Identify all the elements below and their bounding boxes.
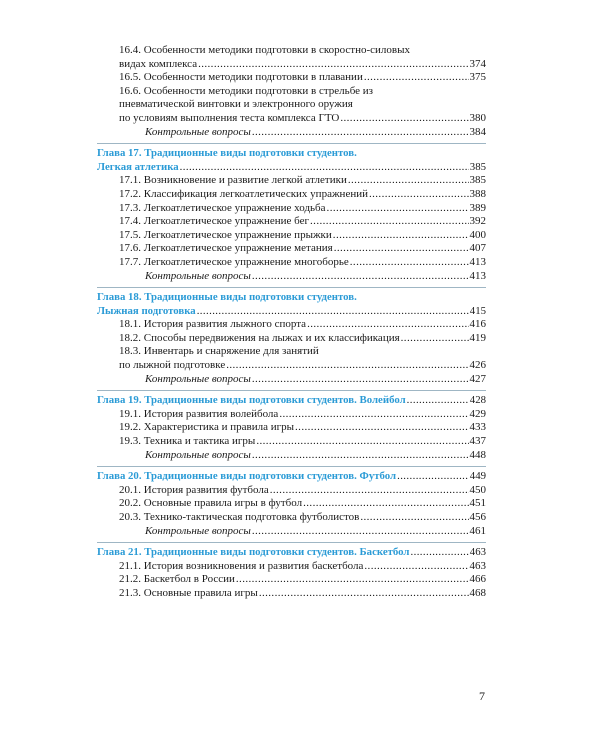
page-ref: 385 — [469, 160, 486, 173]
entry-title: 20.3. Технико-тактическая подготовка футболистов — [119, 511, 360, 523]
page-ref: 392 — [469, 215, 486, 228]
dot-leader — [279, 408, 468, 422]
entry-title: видах комплекса — [119, 57, 198, 70]
dot-leader — [256, 435, 468, 449]
chapter-entry[interactable] — [97, 147, 486, 174]
dot-leader — [236, 573, 469, 587]
dot-leader — [407, 394, 469, 408]
dot-leader — [364, 560, 468, 574]
entry-title: Глава 20. Традиционные виды подготовки студентов. Футбол — [97, 470, 397, 483]
section-entry[interactable] — [97, 229, 486, 243]
page-ref: 428 — [469, 394, 486, 407]
entry-title: 19.3. Техника и тактика игры — [119, 435, 256, 448]
entry-title: Контрольные вопросы — [145, 372, 251, 385]
entry-title: 17.2. Классификация легкоатлетических упражнений — [119, 187, 368, 200]
entry-title: 20.2. Основные правила игры в футбол — [119, 497, 303, 510]
dot-leader — [411, 546, 469, 560]
section-entry[interactable] — [97, 188, 486, 202]
entry-title: Контрольные вопросы — [145, 524, 251, 537]
entry-title: 17.7. Легкоатлетическое упражнение многоборье — [119, 255, 349, 268]
entry-title: 17.4. Легкоатлетическое упражнение бег — [119, 215, 310, 228]
section-entry[interactable] — [97, 242, 486, 256]
entry-title: Контрольные вопросы — [145, 125, 251, 138]
section-entry[interactable] — [97, 332, 486, 346]
entry-title-line: 16.4. Особенности методики подготовки в скоростно-силовых — [119, 44, 411, 56]
chapter-entry[interactable] — [97, 470, 486, 484]
entry-title: 17.3. Легкоатлетическое упражнение ходьба — [119, 201, 326, 214]
page-ref: 463 — [469, 546, 486, 559]
page-ref: 388 — [469, 187, 486, 200]
entry-title: Контрольные вопросы — [145, 269, 251, 282]
entry-title-line: 16.6. Особенности методики подготовки в стрельбе из — [119, 84, 374, 97]
page-ref: 385 — [469, 174, 486, 187]
section-entry[interactable] — [97, 318, 486, 332]
entry-title: Лыжная подготовка — [97, 304, 196, 317]
dot-leader — [364, 71, 469, 85]
entry-title-line: Глава 17. Традиционные виды подготовки студентов. — [97, 147, 357, 160]
dot-leader — [259, 587, 469, 601]
section-entry[interactable] — [97, 421, 486, 435]
entry-title: 21.3. Основные правила игры — [119, 586, 258, 599]
page-ref: 384 — [469, 125, 486, 138]
page-ref: 426 — [469, 359, 486, 372]
questions-entry[interactable] — [97, 126, 486, 140]
page-ref: 374 — [469, 57, 486, 70]
section-entry[interactable] — [97, 560, 486, 574]
entry-title: 17.6. Легкоатлетическое упражнение метания — [119, 242, 333, 255]
page-ref: 448 — [469, 448, 486, 461]
entry-title: 19.1. История развития волейбола — [119, 407, 279, 420]
section-entry[interactable] — [97, 85, 486, 126]
section-entry[interactable] — [97, 484, 486, 498]
dot-leader — [252, 449, 469, 463]
questions-entry[interactable] — [97, 525, 486, 539]
section-entry[interactable] — [97, 71, 486, 85]
entry-title: 17.5. Легкоатлетическое упражнение прыжки — [119, 228, 332, 241]
section-entry[interactable] — [97, 497, 486, 511]
dot-leader — [303, 497, 468, 511]
entry-title: Глава 19. Традиционные виды подготовки студентов. Волейбол — [97, 394, 406, 407]
dot-leader — [295, 421, 468, 435]
page-ref: 415 — [469, 304, 486, 317]
dot-leader — [327, 202, 469, 216]
entry-title: 16.5. Особенности методики подготовки в плавании — [119, 71, 363, 84]
dot-leader — [307, 318, 468, 332]
entry-title: Легкая атлетика — [97, 160, 179, 173]
chapter-entry[interactable] — [97, 291, 486, 318]
entry-title: 21.2. Баскетбол в России — [119, 573, 235, 586]
dot-leader — [270, 484, 469, 498]
page-ref: 449 — [469, 470, 486, 483]
dot-leader — [310, 215, 468, 229]
questions-entry[interactable] — [97, 449, 486, 463]
dot-leader — [340, 112, 468, 126]
dot-leader — [252, 373, 469, 387]
section-entry[interactable] — [97, 215, 486, 229]
entry-title-line: пневматической винтовки и электронного оружия — [119, 98, 353, 111]
section-entry[interactable] — [97, 174, 486, 188]
questions-entry[interactable] — [97, 270, 486, 284]
page-ref: 416 — [469, 318, 486, 331]
page-ref: 407 — [469, 242, 486, 255]
section-entry[interactable] — [97, 408, 486, 422]
page-ref: 461 — [469, 524, 486, 537]
page-ref: 463 — [469, 559, 486, 572]
entry-title: Контрольные вопросы — [145, 448, 251, 461]
entry-title: 17.1. Возникновение и развитие легкой атлетики — [119, 174, 347, 187]
page-ref: 380 — [469, 111, 486, 124]
page-ref: 419 — [469, 331, 486, 344]
page-ref: 427 — [469, 372, 486, 385]
page-ref: 413 — [469, 255, 486, 268]
section-entry[interactable] — [97, 44, 486, 71]
dot-leader — [198, 58, 468, 72]
page-ref: 450 — [469, 483, 486, 496]
dot-leader — [348, 174, 469, 188]
chapter-separator — [97, 390, 486, 391]
chapter-entry[interactable] — [97, 546, 486, 560]
entry-title: 21.1. История возникновения и развития баскетбола — [119, 559, 364, 572]
chapter-separator — [97, 466, 486, 467]
page-ref: 437 — [469, 435, 486, 448]
dot-leader — [360, 511, 468, 525]
dot-leader — [334, 242, 469, 256]
section-entry[interactable] — [97, 256, 486, 270]
entry-title: Глава 21. Традиционные виды подготовки студентов. Баскетбол — [97, 546, 410, 559]
chapter-separator — [97, 287, 486, 288]
page-ref: 433 — [469, 421, 486, 434]
page-number: 7 — [479, 689, 485, 703]
dot-leader — [197, 305, 469, 319]
page-ref: 389 — [469, 201, 486, 214]
page-ref: 451 — [469, 497, 486, 510]
table-of-contents — [97, 44, 486, 601]
entry-title: 18.2. Способы передвижения на лыжах и их классификация — [119, 331, 400, 344]
chapter-separator — [97, 542, 486, 543]
dot-leader — [369, 188, 469, 202]
entry-title: 19.2. Характеристика и правила игры — [119, 421, 295, 434]
page-ref: 413 — [469, 269, 486, 282]
section-entry[interactable] — [97, 511, 486, 525]
section-entry[interactable] — [97, 435, 486, 449]
entry-title: 20.1. История развития футбола — [119, 483, 269, 496]
dot-leader — [180, 161, 469, 175]
page-ref: 456 — [469, 511, 486, 523]
entry-title: по условиям выполнения теста комплекса ГТО — [119, 111, 340, 124]
entry-title-line: 18.3. Инвентарь и снаряжение для занятий — [119, 345, 319, 358]
section-entry[interactable] — [97, 573, 486, 587]
dot-leader — [401, 332, 469, 346]
dot-leader — [252, 126, 469, 140]
page-ref: 429 — [469, 407, 486, 420]
entry-title: 18.1. История развития лыжного спорта — [119, 318, 307, 331]
page-ref: 400 — [469, 228, 486, 241]
dot-leader — [226, 359, 468, 373]
chapter-separator — [97, 143, 486, 144]
dot-leader — [397, 470, 469, 484]
section-entry[interactable] — [97, 345, 486, 372]
page-ref: 375 — [469, 71, 486, 84]
questions-entry[interactable] — [97, 373, 486, 387]
dot-leader — [333, 229, 469, 243]
dot-leader — [252, 525, 469, 539]
page-ref: 466 — [469, 573, 486, 586]
dot-leader — [350, 256, 469, 270]
section-entry[interactable] — [97, 587, 486, 601]
entry-title-line: Глава 18. Традиционные виды подготовки студентов. — [97, 291, 357, 304]
chapter-entry[interactable] — [97, 394, 486, 408]
page-ref: 468 — [469, 586, 486, 599]
dot-leader — [252, 270, 469, 284]
section-entry[interactable] — [97, 202, 486, 216]
entry-title: по лыжной подготовке — [119, 359, 226, 372]
